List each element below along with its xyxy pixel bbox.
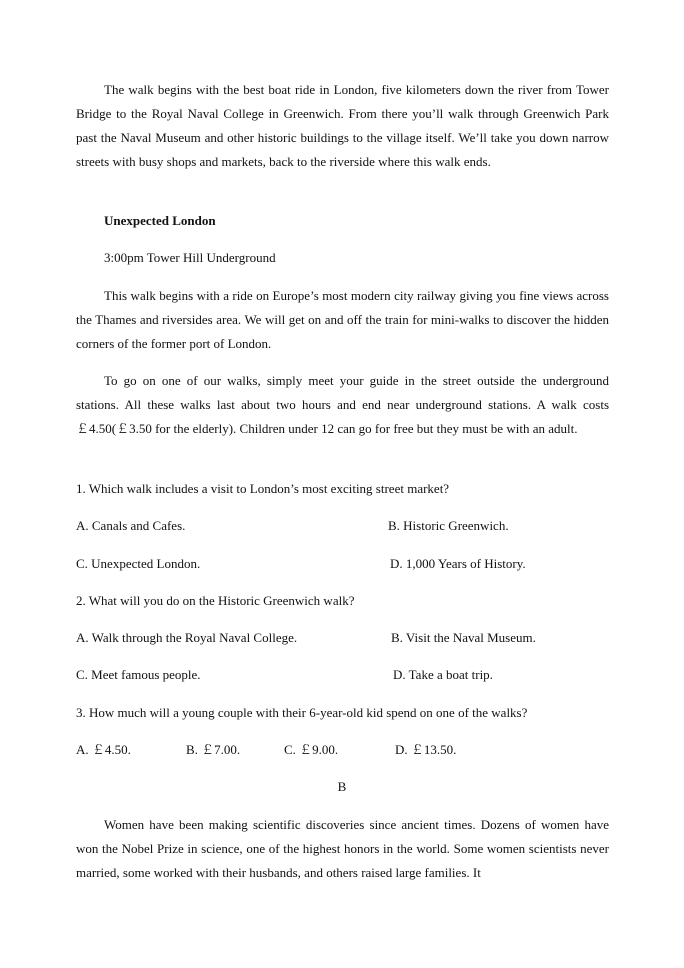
question-3-stem: 3. How much will a young couple with their 6-year-old kid spend on one of the walks?: [76, 705, 528, 720]
section-b-label: B: [337, 779, 347, 794]
question-3-option-d: D. ￡13.50.: [395, 742, 457, 757]
paragraph-walk-info: To go on one of our walks, simply meet your guide in the street outside the underground stations. All these walks last about two hours and end near underground stations. A walk costs ￡4.50(￡3.50 for the elderly). Children under 12 can go for free but they must be with an adult.: [76, 373, 609, 436]
question-3-option-a: A. ￡4.50.: [76, 742, 131, 757]
question-1-option-d: D. 1,000 Years of History.: [390, 556, 526, 571]
paragraph-greenwich-walk: The walk begins with the best boat ride in London, five kilometers down the river from Tower Bridge to the Royal Naval College in Greenwich. From there you’ll walk through Greenwich Park past the Naval Museum and other historic buildings to the village itself. We’ll take you down narrow streets with busy shops and markets, back to the riverside where this walk ends.: [76, 82, 609, 169]
question-1-option-a: A. Canals and Cafes.: [76, 518, 186, 533]
question-1-stem: 1. Which walk includes a visit to London’s most exciting street market?: [76, 481, 450, 496]
question-1-option-c: C. Unexpected London.: [76, 556, 201, 571]
paragraph-unexpected-london: This walk begins with a ride on Europe’s most modern city railway giving you fine views across the Thames and riversides area. We will get on and off the train for mini-walks to discover the hidden corners of the former port of London.: [76, 288, 609, 351]
paragraph-women-scientists: Women have been making scientific discoveries since ancient times. Dozens of women have won the Nobel Prize in science, one of the highest honors in the world. Some women scientists never married, some worked with their husbands, and others raised large families. It: [76, 817, 609, 880]
question-2-option-b: B. Visit the Naval Museum.: [391, 630, 536, 645]
heading-unexpected-london: Unexpected London: [104, 213, 216, 228]
walk-time-place: 3:00pm Tower Hill Underground: [104, 250, 276, 265]
question-2-option-d: D. Take a boat trip.: [393, 667, 493, 682]
question-2-option-c: C. Meet famous people.: [76, 667, 201, 682]
question-1-option-b: B. Historic Greenwich.: [388, 518, 509, 533]
question-2-stem: 2. What will you do on the Historic Greenwich walk?: [76, 593, 355, 608]
question-2-option-a: A. Walk through the Royal Naval College.: [76, 630, 298, 645]
question-3-option-b: B. ￡7.00.: [186, 742, 241, 757]
question-3-option-c: C. ￡9.00.: [284, 742, 339, 757]
